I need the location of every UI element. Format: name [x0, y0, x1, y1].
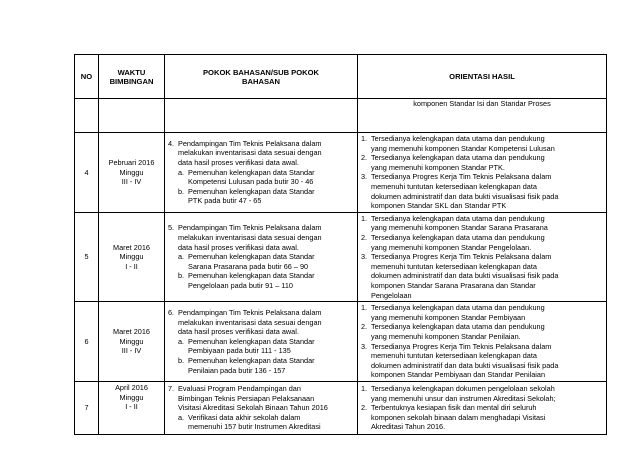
topic-line: Pendampingan Tim Teknis Pelaksana dalam: [178, 308, 322, 318]
time-line: Minggu: [119, 252, 144, 262]
orient-line: yang memenuhi unsur dan instrumen Akreditasi Sekolah;: [371, 393, 556, 403]
subtopic-text: [188, 187, 354, 206]
subtopic-item: [168, 168, 354, 187]
orient-text: [371, 233, 603, 252]
orient-item: [361, 342, 603, 380]
orient-line: dokumen administratif dan data bukti visualisasi fisik pada: [371, 271, 559, 281]
guidance-schedule-table: [74, 54, 607, 435]
row-orient-cell: [358, 302, 607, 382]
subtopic-item: [168, 271, 354, 290]
time-line: Minggu: [119, 392, 144, 402]
topic-line: Pendampingan Tim Teknis Pelaksana dalam: [178, 223, 322, 233]
subtopic-line: PTK pada butir 47 - 65: [188, 196, 262, 206]
subtopic-item: [168, 252, 354, 271]
row-time-cell: [99, 382, 165, 435]
continuation-row: [75, 99, 607, 133]
time-line: III - IV: [121, 346, 142, 356]
time-line: I - II: [125, 402, 138, 412]
subtopic-line: Pemenuhan kelengkapan data Standar: [188, 186, 315, 196]
orient-text: [371, 214, 603, 233]
orient-line: komponen Standar Pembiyaan dan Standar Penilaian: [371, 370, 546, 380]
time-line: Maret 2016: [113, 242, 150, 252]
orient-text: [371, 252, 603, 300]
orient-number: 2.: [361, 403, 368, 413]
time-line: Minggu: [119, 336, 144, 346]
subtopic-item: [168, 187, 354, 206]
cont-no-cell: [75, 99, 99, 133]
topic-item: [168, 308, 354, 337]
subtopic-line: Pemenuhan kelengkapan data Standar: [188, 336, 315, 346]
subtopic-text: [188, 356, 354, 375]
orient-text: [371, 342, 603, 380]
orient-line: Tersedianya Progres Kerja Tim Teknis Pelaksana dalam: [371, 252, 552, 262]
table-row: [75, 133, 607, 213]
orient-line: Tersedianya kelengkapan data utama dan pendukung: [371, 153, 545, 163]
orient-number: 1.: [361, 213, 368, 223]
subtopic-item: [168, 356, 354, 375]
subtopic-text: [188, 252, 354, 271]
orient-text: [371, 153, 603, 172]
orient-line: yang memenuhi komponen Standar Kompetensi Lulusan: [371, 143, 555, 153]
subtopic-text: [188, 413, 354, 432]
subtopic-line: Pemenuhan kelengkapan data Standar: [188, 252, 315, 262]
row-orient-cell: [358, 133, 607, 213]
topic-line: melakukan inventarisasi data sesuai dengan: [178, 317, 322, 327]
header-pokok: [165, 55, 358, 99]
orient-line: Pengelolaan: [371, 290, 412, 300]
table-row: [75, 382, 607, 435]
row-time-cell: [99, 302, 165, 382]
header-pokok-line-2: BAHASAN: [242, 76, 280, 86]
row-topic-cell: [165, 382, 358, 435]
subtopic-line: Verifikasi data akhir sekolah dalam: [188, 412, 301, 422]
subtopic-text: [188, 271, 354, 290]
topic-line: Visitasi Akreditasi Sekolah Binaan Tahun 2016: [178, 403, 328, 413]
orient-item: [361, 303, 603, 322]
orient-line: memenuhi tuntutan ketersediaan kelengkapan data: [371, 261, 537, 271]
orient-line: Tersedianya kelengkapan data utama dan pendukung: [371, 303, 545, 313]
row-topic-cell: [165, 302, 358, 382]
subtopic-line: Pemenuhan kelengkapan data Standar: [188, 271, 315, 281]
orient-line: yang memenuhi komponen Standar Sarana Prasarana: [371, 223, 548, 233]
topic-text: [178, 308, 354, 337]
orient-item: [361, 384, 603, 403]
subtopic-item: [168, 337, 354, 356]
orient-text: [371, 322, 603, 341]
subtopic-line: Pengelolaan pada butir 91 – 110: [188, 280, 293, 290]
orient-item: [361, 233, 603, 252]
topic-number: 7.: [168, 384, 175, 394]
topic-number: 4.: [168, 138, 175, 148]
orient-item: [361, 403, 603, 432]
row-no-cell: 7: [75, 382, 99, 435]
time-line: III - IV: [121, 177, 142, 187]
topic-line: data hasil proses verifikasi data awal.: [178, 327, 299, 337]
cont-orient-text: komponen Standar Isi dan Standar Proses: [413, 99, 551, 108]
topic-item: [168, 223, 354, 252]
subtopic-line: memenuhi 157 butir Instrumen Akreditasi: [188, 422, 321, 432]
table-row: [75, 212, 607, 301]
orient-line: yang memenuhi komponen Standar PTK.: [371, 162, 505, 172]
subtopic-line: Penilaian pada butir 136 - 157: [188, 365, 286, 375]
subtopic-item: [168, 413, 354, 432]
orient-item: [361, 172, 603, 210]
orient-item: [361, 252, 603, 300]
row-orient-cell: [358, 212, 607, 301]
topic-text: [178, 223, 354, 252]
subtopic-line: Sarana Prasarana pada butir 66 – 90: [188, 261, 309, 271]
subtopic-letter: a.: [178, 336, 185, 346]
orient-item: [361, 214, 603, 233]
topic-line: Pendampingan Tim Teknis Pelaksana dalam: [178, 138, 322, 148]
orient-line: Akreditasi Tahun 2016.: [371, 422, 446, 432]
header-waktu: [99, 55, 165, 99]
orient-text: [371, 384, 603, 403]
subtopic-letter: a.: [178, 252, 185, 262]
row-topic-cell: [165, 133, 358, 213]
orient-text: [371, 172, 603, 210]
row-topic-cell: [165, 212, 358, 301]
orient-line: Tersedianya kelengkapan data utama dan pendukung: [371, 213, 545, 223]
orient-number: 1.: [361, 384, 368, 394]
orient-line: Tersedianya kelengkapan dokumen pengelolaan sekolah: [371, 384, 555, 394]
orient-line: komponen Standar Sarana Prasarana dan Standar: [371, 280, 536, 290]
orient-line: memenuhi tuntutan ketersediaan kelengkapan data: [371, 351, 537, 361]
row-no-cell: 6: [75, 302, 99, 382]
orient-line: komponen Standar SKL dan Standar PTK: [371, 201, 507, 211]
cont-time-cell: [99, 99, 165, 133]
subtopic-letter: b.: [178, 271, 185, 281]
header-no: NO: [75, 55, 99, 99]
header-orientasi: ORIENTASI HASIL: [358, 55, 607, 99]
orient-number: 2.: [361, 153, 368, 163]
topic-line: melakukan inventarisasi data sesuai dengan: [178, 232, 322, 242]
orient-line: Tersedianya Progres Kerja Tim Teknis Pelaksana dalam: [371, 172, 552, 182]
subtopic-letter: a.: [178, 412, 185, 422]
orient-line: Tersedianya kelengkapan data utama dan pendukung: [371, 322, 545, 332]
row-time-cell: [99, 212, 165, 301]
orient-number: 3.: [361, 252, 368, 262]
subtopic-line: Pemenuhan kelengkapan data Standar: [188, 355, 315, 365]
orient-text: [371, 134, 603, 153]
topic-line: Evaluasi Program Pendampingan dan: [178, 384, 301, 394]
topic-text: [178, 384, 354, 413]
topic-number: 6.: [168, 308, 175, 318]
orient-line: yang memenuhi komponen Standar Pengelolaan.: [371, 242, 532, 252]
orient-line: Tersedianya Progres Kerja Tim Teknis Pelaksana dalam: [371, 341, 552, 351]
orient-item: [361, 134, 603, 153]
subtopic-text: [188, 337, 354, 356]
row-time-cell: [99, 133, 165, 213]
header-waktu-line-1: WAKTU: [117, 67, 146, 77]
orient-line: komponen sekolah binaan dalam menghadapi Visitasi: [371, 412, 546, 422]
orient-item: [361, 153, 603, 172]
orient-number: 3.: [361, 172, 368, 182]
time-line: April 2016: [115, 383, 148, 393]
subtopic-text: [188, 168, 354, 187]
time-line: Minggu: [119, 167, 144, 177]
orient-number: 1.: [361, 303, 368, 313]
orient-item: [361, 322, 603, 341]
header-waktu-line-2: BIMBINGAN: [109, 76, 154, 86]
orient-line: Tersedianya kelengkapan data utama dan pendukung: [371, 232, 545, 242]
time-line: Pebruari 2016: [108, 157, 155, 167]
orient-line: memenuhi tuntutan ketersediaan kelengkapan data: [371, 181, 537, 191]
topic-line: data hasil proses verifikasi data awal.: [178, 242, 299, 252]
row-no-cell: 4: [75, 133, 99, 213]
time-line: I - II: [125, 261, 138, 271]
orient-number: 2.: [361, 232, 368, 242]
orient-number: 1.: [361, 134, 368, 143]
topic-item: [168, 139, 354, 168]
orient-line: yang memenuhi komponen Standar Pembiyaan: [371, 312, 526, 322]
topic-text: [178, 139, 354, 168]
header-pokok-line-1: POKOK BAHASAN/SUB POKOK: [202, 67, 320, 77]
subtopic-line: Pembiyaan pada butir 111 - 135: [188, 346, 291, 356]
orient-number: 3.: [361, 341, 368, 351]
row-orient-cell: [358, 382, 607, 435]
orient-text: [371, 303, 603, 322]
table-header-row: [75, 55, 607, 99]
orient-text: [371, 403, 603, 432]
cont-topic-cell: [165, 99, 358, 133]
subtopic-letter: a.: [178, 167, 185, 177]
subtopic-letter: b.: [178, 186, 185, 196]
subtopic-line: Pemenuhan kelengkapan data Standar: [188, 167, 315, 177]
orient-number: 2.: [361, 322, 368, 332]
topic-line: data hasil proses verifikasi data awal.: [178, 157, 299, 167]
time-line: Maret 2016: [113, 327, 150, 337]
topic-item: [168, 384, 354, 413]
subtopic-line: Kompetensi Lulusan pada butir 30 - 46: [188, 177, 314, 187]
orient-line: dokumen administratif dan data bukti visualisasi fisik pada: [371, 360, 559, 370]
cont-orient-cell: [358, 99, 607, 133]
table-row: [75, 302, 607, 382]
orient-line: dokumen administratif dan data bukti visualisasi fisik pada: [371, 191, 559, 201]
orient-line: Terbentuknya kesiapan fisik dan mental diri seluruh: [371, 403, 537, 413]
topic-line: Bimbingan Teknis Persiapan Pelaksanaan: [178, 393, 315, 403]
topic-line: melakukan inventarisasi data sesuai dengan: [178, 148, 322, 158]
orient-line: Tersedianya kelengkapan data utama dan pendukung: [371, 134, 545, 143]
orient-line: yang memenuhi komponen Standar Penilaian.: [371, 332, 521, 341]
topic-number: 5.: [168, 223, 175, 233]
row-no-cell: 5: [75, 212, 99, 301]
subtopic-letter: b.: [178, 355, 185, 365]
